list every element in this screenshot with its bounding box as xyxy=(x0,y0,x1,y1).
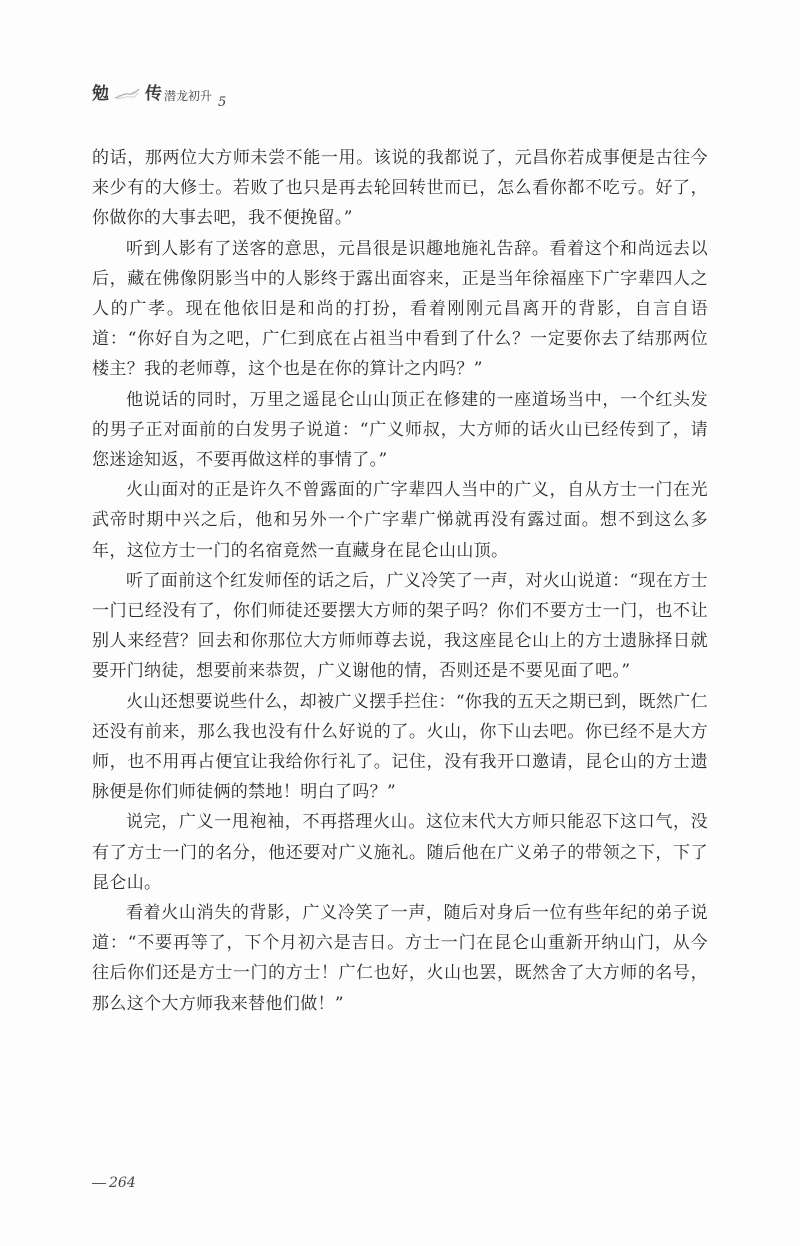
paragraph-continued: 的话，那两位大方师未尝不能一用。该说的我都说了，元昌你若成事便是古往今来少有的大修士。若败了也只是再去轮回转世而已，怎么看你都不吃亏。好了，你做你的大事去吧，我不便挽留。” xyxy=(92,148,708,229)
paragraph: 看着火山消失的背影，广义冷笑了一声，随后对身后一位有些年纪的弟子说道：“不要再等了，下个月初六是吉日。方士一门在昆仑山重新开纳山门，从今往后你们还是方士一门的方士！广仁也好，火山也罢，既然舍了大方师的名号，那么这个大方师我来替他们做！” xyxy=(92,903,708,1014)
page-number-value: 264 xyxy=(109,1175,136,1191)
header-subtitle: 潜龙初升 xyxy=(164,89,213,103)
body-text xyxy=(92,143,708,1019)
page-number xyxy=(92,1175,136,1191)
paragraph: 说完，广义一甩袍袖，不再搭理火山。这位末代大方师只能忍下这口气，没有了方士一门的名分，他还要对广义施礼。随后他在广义弟子的带领之下，下了昆仑山。 xyxy=(92,812,708,893)
header-title-char-2: 传 xyxy=(145,84,162,104)
decorative-brush-icon xyxy=(113,87,141,101)
running-header xyxy=(92,72,227,110)
folio-dash xyxy=(92,1183,106,1184)
paragraph: 火山面对的正是许久不曾露面的广字辈四人当中的广义，自从方士一门在光武帝时期中兴之后，他和另外一个广字辈广悌就再没有露过面。想不到这么多年，这位方士一门的名宿竟然一直藏身在昆仑山山顶。 xyxy=(92,480,708,561)
header-title-char-1: 勉 xyxy=(92,84,109,104)
paragraph: 听到人影有了送客的意思，元昌很是识趣地施礼告辞。看着这个和尚远去以后，藏在佛像阴影当中的人影终于露出面容来，正是当年徐福座下广字辈四人之人的广孝。现在他依旧是和尚的打扮，看着刚刚元昌离开的背影，自言自语道：“你好自为之吧，广仁到底在占祖当中看到了什么？一定要你去了结那两位楼主？我的老师尊，这个也是在你的算计之内吗？” xyxy=(92,238,708,380)
paragraph: 听了面前这个红发师侄的话之后，广义冷笑了一声，对火山说道：“现在方士一门已经没有了，你们师徒还要摆大方师的架子吗？你们不要方士一门，也不让别人来经营？回去和你那位大方师师尊去说，我这座昆仑山上的方士遗脉择日就要开门纳徒，想要前来恭贺，广义谢他的情，否则还是不要见面了吧。” xyxy=(92,570,708,682)
paragraph: 他说话的同时，万里之遥昆仑山山顶正在修建的一座道场当中，一个红头发的男子正对面前的白发男子说道：“广义师叔，大方师的话火山已经传到了，请您迷途知返，不要再做这样的事情了。” xyxy=(92,389,708,471)
header-volume-number: 5 xyxy=(218,95,227,110)
paragraph: 火山还想要说些什么，却被广义摆手拦住：“你我的五天之期已到，既然广仁还没有前来，那么我也没有什么好说的了。火山，你下山去吧。你已经不是大方师，也不用再占便宜让我给你行礼了。记住，没有我开口邀请，昆仑山的方士遗脉便是你们师徒俩的禁地！明白了吗？” xyxy=(92,691,708,803)
